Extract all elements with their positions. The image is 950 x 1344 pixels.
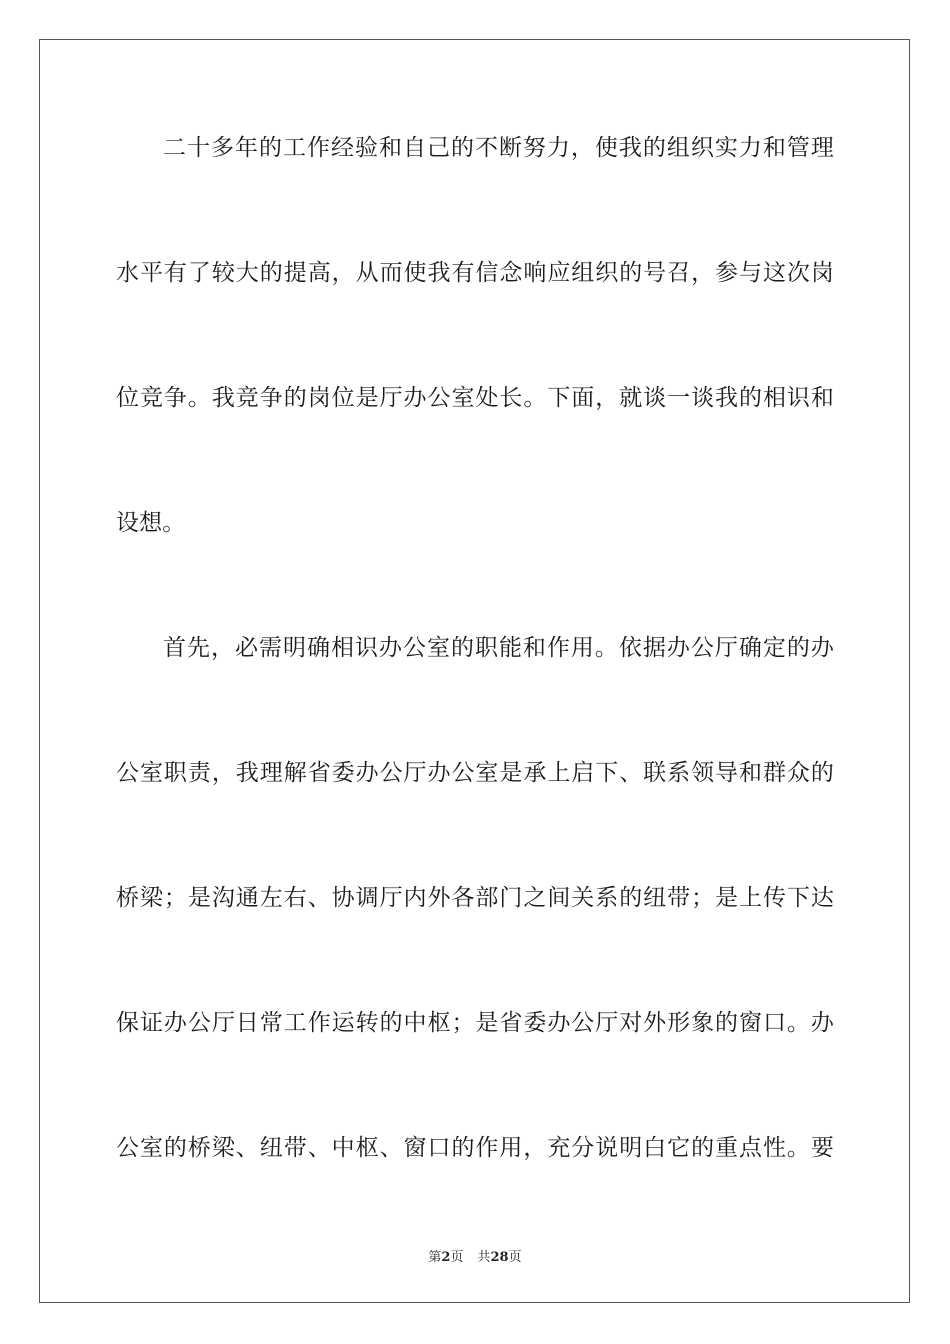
text-line-2: 水平有了较大的提高，从而使我有信念响应组织的号召，参与这次岗	[116, 260, 834, 286]
text-line-6: 公室职责，我理解省委办公厅办公室是承上启下、联系领导和群众的	[116, 760, 834, 786]
page-prefix: 第	[428, 1250, 442, 1265]
text-line-4: 设想。	[116, 510, 186, 536]
text-line-8: 保证办公厅日常工作运转的中枢；是省委办公厅对外形象的窗口。办	[116, 1010, 834, 1036]
total-pages: 28	[490, 1250, 509, 1265]
text-line-3: 位竞争。我竞争的岗位是厅办公室处长。下面，就谈一谈我的相识和	[116, 385, 834, 411]
text-line-7: 桥梁；是沟通左右、协调厅内外各部门之间关系的纽带；是上传下达	[116, 885, 834, 911]
text-line-5: 首先，必需明确相识办公室的职能和作用。依据办公厅确定的办	[163, 635, 834, 661]
total-suffix: 页	[508, 1250, 522, 1265]
page-number: 2	[441, 1250, 451, 1265]
total-prefix: 共	[477, 1250, 491, 1265]
text-line-1: 二十多年的工作经验和自己的不断努力，使我的组织实力和管理	[163, 135, 834, 161]
page-footer	[0, 1246, 950, 1265]
page-suffix: 页	[450, 1250, 464, 1265]
text-line-9: 公室的桥梁、纽带、中枢、窗口的作用，充分说明白它的重点性。要	[116, 1135, 834, 1161]
